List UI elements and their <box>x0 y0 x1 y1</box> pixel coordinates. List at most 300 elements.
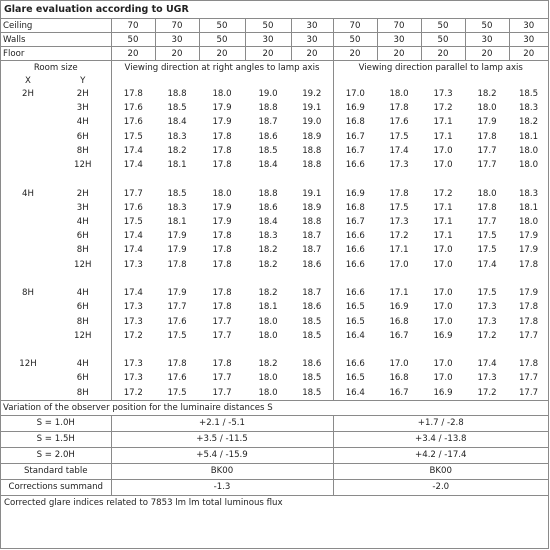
room-size-label: Room size <box>33 63 78 73</box>
ugr-value-cell: 18.1 <box>258 302 278 313</box>
ugr-value-cell: 18.8 <box>302 145 322 156</box>
ugr-value-cell: 16.5 <box>333 300 377 314</box>
ugr-value-cell: 17.0 <box>433 145 453 156</box>
ugr-value-cell: 17.9 <box>167 245 187 256</box>
ceiling-cell: 50 <box>199 19 245 33</box>
ugr-value-cell: 16.9 <box>421 386 465 401</box>
ugr-value-cell: 17.2 <box>111 386 155 401</box>
walls-cell: 50 <box>421 33 465 47</box>
table-row <box>1 87 548 101</box>
ugr-value-cell: 17.4 <box>111 243 155 257</box>
group-spacer <box>1 172 548 186</box>
ugr-value-cell: 17.0 <box>433 245 453 256</box>
room-y-cell: 4H <box>76 117 89 128</box>
ugr-value-cell: 17.7 <box>477 160 497 171</box>
ugr-value-cell: 18.0 <box>258 373 278 384</box>
table-row <box>1 243 548 257</box>
ugr-value-cell: 16.6 <box>333 357 377 371</box>
ugr-value-cell: 18.5 <box>302 373 322 384</box>
room-x-cell <box>1 144 55 158</box>
ugr-value-cell: 18.7 <box>302 231 322 242</box>
ugr-value-cell: 17.4 <box>477 259 497 270</box>
ugr-value-cell: 16.8 <box>333 201 377 215</box>
ugr-value-cell: 18.8 <box>302 160 322 171</box>
ugr-value-cell: 17.8 <box>212 131 232 142</box>
ugr-value-cell: 16.5 <box>333 371 377 385</box>
ugr-value-cell: 17.8 <box>212 288 232 299</box>
variation-right: +3.5 / -11.5 <box>111 431 333 447</box>
ugr-value-cell: 17.0 <box>389 259 409 270</box>
ugr-value-cell: 17.2 <box>433 103 453 114</box>
ugr-value-cell: 17.1 <box>433 216 453 227</box>
variation-row <box>1 415 548 431</box>
floor-cell: 20 <box>199 47 245 61</box>
ugr-value-cell: 17.7 <box>518 373 539 384</box>
standard-table-right: BK00 <box>111 463 333 479</box>
variation-caption-row <box>1 400 548 415</box>
ugr-value-cell: 17.6 <box>111 115 155 129</box>
ugr-value-cell: 19.2 <box>302 89 322 100</box>
ugr-value-cell: 18.8 <box>258 103 278 114</box>
ugr-value-cell: 18.2 <box>258 288 278 299</box>
ugr-value-cell: 18.0 <box>258 330 278 341</box>
ugr-value-cell: 17.5 <box>167 330 187 341</box>
floor-cell: 20 <box>245 47 291 61</box>
ceiling-label: Ceiling <box>1 19 111 33</box>
room-x-cell <box>1 130 55 144</box>
ugr-value-cell: 17.0 <box>433 259 453 270</box>
walls-cell: 30 <box>377 33 421 47</box>
room-x-cell <box>1 257 55 271</box>
corrections-parallel: -2.0 <box>333 479 548 495</box>
ugr-value-cell: 18.3 <box>167 131 187 142</box>
ugr-value-cell: 17.6 <box>111 101 155 115</box>
ugr-value-cell: 17.0 <box>433 288 453 299</box>
table-row <box>1 286 548 300</box>
walls-cell: 30 <box>509 33 548 47</box>
ugr-value-cell: 17.9 <box>167 288 187 299</box>
group-spacer <box>1 272 548 286</box>
ugr-value-cell: 18.8 <box>258 188 278 199</box>
ugr-value-cell: 16.6 <box>333 243 377 257</box>
ugr-value-cell: 17.8 <box>518 359 539 370</box>
variation-parallel: +3.4 / -13.8 <box>333 431 548 447</box>
ugr-value-cell: 17.6 <box>167 316 187 327</box>
variation-label: S = 2.0H <box>1 447 111 463</box>
table-row <box>1 371 548 385</box>
ugr-value-cell: 17.4 <box>477 359 497 370</box>
room-y-cell: 2H <box>76 188 89 199</box>
ugr-value-cell: 17.8 <box>477 131 497 142</box>
ugr-value-cell: 17.6 <box>389 117 409 128</box>
ugr-value-cell: 17.8 <box>212 359 232 370</box>
ugr-value-cell: 18.3 <box>518 103 539 114</box>
walls-row <box>1 33 548 47</box>
ugr-value-cell: 17.0 <box>433 359 453 370</box>
table-row <box>1 201 548 215</box>
ugr-value-cell: 17.0 <box>333 87 377 101</box>
floor-cell: 20 <box>291 47 333 61</box>
ugr-value-cell: 16.6 <box>333 229 377 243</box>
ugr-value-cell: 17.8 <box>212 302 232 313</box>
table-row <box>1 158 548 172</box>
room-x-cell <box>1 201 55 215</box>
ugr-value-cell: 17.8 <box>212 231 232 242</box>
room-y-cell: 6H <box>76 302 89 313</box>
viewing-direction-row <box>1 61 548 76</box>
ugr-value-cell: 18.5 <box>518 89 539 100</box>
ugr-value-cell: 17.3 <box>111 371 155 385</box>
ceiling-cell: 30 <box>291 19 333 33</box>
ugr-value-cell: 17.3 <box>433 89 453 100</box>
variation-right: +5.4 / -15.9 <box>111 447 333 463</box>
ugr-value-cell: 18.7 <box>258 117 278 128</box>
ugr-value-cell: 18.2 <box>258 245 278 256</box>
walls-cell: 50 <box>333 33 377 47</box>
ugr-value-cell: 17.3 <box>111 314 155 328</box>
ugr-value-cell: 17.5 <box>389 131 409 142</box>
ugr-value-cell: 17.7 <box>477 216 497 227</box>
viewing-direction-right: Viewing direction at right angles to lamp axis <box>111 61 333 76</box>
ugr-value-cell: 17.3 <box>477 302 497 313</box>
xy-label-row <box>1 75 548 87</box>
variation-label: S = 1.0H <box>1 415 111 431</box>
ugr-value-cell: 17.8 <box>518 259 539 270</box>
ugr-value-cell: 17.7 <box>167 302 187 313</box>
variation-parallel: +1.7 / -2.8 <box>333 415 548 431</box>
floor-cell: 20 <box>421 47 465 61</box>
floor-cell: 20 <box>111 47 155 61</box>
ugr-value-cell: 17.2 <box>433 188 453 199</box>
walls-cell: 30 <box>245 33 291 47</box>
ugr-value-cell: 18.8 <box>302 216 322 227</box>
ugr-value-cell: 17.7 <box>212 316 232 327</box>
ugr-value-cell: 17.8 <box>212 245 232 256</box>
ugr-value-cell: 19.0 <box>302 117 322 128</box>
ugr-value-cell: 17.5 <box>477 231 497 242</box>
table-row <box>1 101 548 115</box>
ugr-value-cell: 17.9 <box>518 245 539 256</box>
room-y-cell: 12H <box>74 259 92 270</box>
ceiling-cell: 50 <box>245 19 291 33</box>
ugr-value-cell: 17.7 <box>111 187 155 201</box>
floor-cell: 20 <box>333 47 377 61</box>
ugr-value-cell: 17.7 <box>212 330 232 341</box>
ugr-value-cell: 17.2 <box>477 330 497 341</box>
ugr-value-cell: 17.5 <box>111 130 155 144</box>
ugr-value-cell: 17.5 <box>155 386 199 401</box>
blank-cell <box>111 75 333 87</box>
ugr-value-cell: 17.8 <box>167 259 187 270</box>
ceiling-cell: 70 <box>155 19 199 33</box>
table-row <box>1 130 548 144</box>
room-x-cell: 8H <box>22 288 34 299</box>
room-y-cell: 12H <box>74 330 92 341</box>
table-row <box>1 300 548 314</box>
ugr-value-cell: 17.8 <box>212 259 232 270</box>
ugr-value-cell: 17.5 <box>111 215 155 229</box>
viewing-direction-parallel: Viewing direction parallel to lamp axis <box>333 61 548 76</box>
ugr-value-cell: 18.5 <box>167 103 187 114</box>
ugr-value-cell: 18.2 <box>258 259 278 270</box>
ugr-value-cell: 17.8 <box>212 145 232 156</box>
ugr-value-cell: 19.1 <box>302 188 322 199</box>
room-y-cell: 8H <box>76 145 89 156</box>
room-y-cell: 8H <box>76 316 89 327</box>
ugr-value-cell: 17.6 <box>111 201 155 215</box>
walls-cell: 30 <box>465 33 509 47</box>
ugr-value-cell: 18.0 <box>258 316 278 327</box>
ugr-value-cell: 16.4 <box>333 329 377 343</box>
ugr-value-cell: 17.9 <box>477 117 497 128</box>
floor-row <box>1 47 548 61</box>
x-label: X <box>25 76 31 86</box>
variation-label: S = 1.5H <box>1 431 111 447</box>
ugr-value-cell: 17.9 <box>518 288 539 299</box>
ugr-value-cell: 17.8 <box>389 103 409 114</box>
room-y-cell: 8H <box>76 245 89 256</box>
ugr-value-cell: 16.9 <box>333 187 377 201</box>
footnote: Corrected glare indices related to 7853 lm lm total luminous flux <box>4 497 283 508</box>
ugr-value-cell: 18.4 <box>258 216 278 227</box>
ugr-value-cell: 18.7 <box>302 288 322 299</box>
ugr-value-cell: 17.9 <box>167 231 187 242</box>
table-row <box>1 229 548 243</box>
ugr-value-cell: 17.6 <box>167 373 187 384</box>
room-x-cell <box>1 101 55 115</box>
corrections-label: Corrections summand <box>1 479 111 495</box>
room-x-cell: 4H <box>22 188 34 199</box>
ugr-value-cell: 17.0 <box>433 160 453 171</box>
ugr-table <box>1 19 548 496</box>
walls-cell: 50 <box>199 33 245 47</box>
ugr-value-cell: 18.5 <box>167 188 187 199</box>
ugr-value-cell: 18.0 <box>477 103 497 114</box>
ugr-value-cell: 17.3 <box>111 300 155 314</box>
ugr-value-cell: 16.7 <box>377 386 421 401</box>
ugr-value-cell: 17.3 <box>111 357 155 371</box>
corrections-right: -1.3 <box>111 479 333 495</box>
floor-cell: 20 <box>155 47 199 61</box>
room-y-cell: 12H <box>74 160 92 171</box>
standard-table-parallel: BK00 <box>333 463 548 479</box>
ugr-value-cell: 17.7 <box>509 386 548 401</box>
table-row <box>1 386 548 401</box>
ugr-value-cell: 17.1 <box>433 202 453 213</box>
ugr-value-cell: 18.2 <box>518 117 539 128</box>
ceiling-cell: 50 <box>421 19 465 33</box>
room-x-cell <box>1 215 55 229</box>
table-row <box>1 329 548 343</box>
ugr-value-cell: 18.2 <box>477 89 497 100</box>
room-y-cell: 2H <box>76 89 89 100</box>
ugr-value-cell: 17.3 <box>477 373 497 384</box>
ugr-value-cell: 17.2 <box>465 386 509 401</box>
variation-right: +2.1 / -5.1 <box>111 415 333 431</box>
floor-cell: 20 <box>377 47 421 61</box>
ugr-value-cell: 17.5 <box>477 245 497 256</box>
room-y-cell: 4H <box>76 288 89 299</box>
ugr-value-cell: 18.5 <box>291 386 333 401</box>
ugr-value-cell: 17.5 <box>389 202 409 213</box>
group-spacer <box>1 343 548 357</box>
ugr-value-cell: 17.8 <box>167 359 187 370</box>
ugr-value-cell: 18.2 <box>258 359 278 370</box>
ugr-value-cell: 17.4 <box>111 158 155 172</box>
ugr-value-cell: 17.3 <box>389 216 409 227</box>
ugr-value-cell: 17.1 <box>433 131 453 142</box>
ugr-value-cell: 16.7 <box>333 215 377 229</box>
walls-cell: 30 <box>291 33 333 47</box>
walls-cell: 30 <box>155 33 199 47</box>
room-y-cell: 3H <box>76 202 89 213</box>
ugr-value-cell: 17.7 <box>518 330 539 341</box>
ugr-value-cell: 17.0 <box>433 302 453 313</box>
ugr-value-cell: 19.0 <box>258 89 278 100</box>
standard-table-row <box>1 463 548 479</box>
table-row <box>1 314 548 328</box>
ugr-value-cell: 17.0 <box>389 359 409 370</box>
ceiling-cell: 70 <box>333 19 377 33</box>
ugr-value-cell: 17.9 <box>212 117 232 128</box>
ugr-value-cell: 17.4 <box>111 286 155 300</box>
ugr-value-cell: 16.4 <box>333 386 377 401</box>
ugr-value-cell: 17.8 <box>212 160 232 171</box>
floor-cell: 20 <box>465 47 509 61</box>
ugr-value-cell: 16.8 <box>389 316 409 327</box>
room-y-cell: 3H <box>76 103 89 114</box>
room-y-cell: 6H <box>76 373 89 384</box>
y-label: Y <box>80 76 86 86</box>
room-x-cell <box>1 386 55 401</box>
ugr-value-cell: 17.3 <box>389 160 409 171</box>
ugr-value-cell: 17.4 <box>389 145 409 156</box>
ugr-value-cell: 18.7 <box>302 245 322 256</box>
ugr-value-cell: 17.9 <box>212 103 232 114</box>
ugr-value-cell: 16.5 <box>333 314 377 328</box>
ugr-value-cell: 17.7 <box>477 145 497 156</box>
table-row <box>1 187 548 201</box>
ugr-value-cell: 18.8 <box>167 89 187 100</box>
ugr-value-cell: 17.7 <box>212 373 232 384</box>
ugr-value-cell: 17.9 <box>212 202 232 213</box>
ugr-value-cell: 18.0 <box>212 89 232 100</box>
ugr-value-cell: 18.6 <box>302 259 322 270</box>
ugr-value-cell: 18.3 <box>167 202 187 213</box>
ugr-value-cell: 17.5 <box>477 288 497 299</box>
room-x-cell <box>1 300 55 314</box>
table-row <box>1 257 548 271</box>
ugr-value-cell: 18.5 <box>302 316 322 327</box>
ugr-value-cell: 17.8 <box>477 202 497 213</box>
ugr-value-cell: 17.1 <box>389 288 409 299</box>
ugr-value-cell: 16.7 <box>333 144 377 158</box>
ugr-value-cell: 18.0 <box>518 216 539 227</box>
ugr-value-cell: 18.3 <box>518 188 539 199</box>
page-title: Glare evaluation according to UGR <box>1 1 548 19</box>
table-row <box>1 357 548 371</box>
ugr-value-cell: 16.7 <box>389 330 409 341</box>
ugr-value-cell: 17.8 <box>518 302 539 313</box>
ugr-value-cell: 17.1 <box>433 117 453 128</box>
ugr-value-cell: 16.7 <box>333 130 377 144</box>
ugr-value-cell: 18.1 <box>167 216 187 227</box>
ceiling-cell: 30 <box>509 19 548 33</box>
table-row <box>1 215 548 229</box>
ugr-value-cell: 18.9 <box>302 131 322 142</box>
room-x-cell <box>1 115 55 129</box>
room-x-cell <box>1 329 55 343</box>
room-x-cell <box>1 229 55 243</box>
variation-row <box>1 447 548 463</box>
room-y-cell: 6H <box>76 231 89 242</box>
ugr-value-cell: 17.8 <box>389 188 409 199</box>
ugr-value-cell: 18.0 <box>245 386 291 401</box>
ugr-value-cell: 16.9 <box>433 330 453 341</box>
ugr-value-cell: 18.6 <box>302 302 322 313</box>
ceiling-cell: 70 <box>377 19 421 33</box>
ugr-value-cell: 17.4 <box>111 144 155 158</box>
ugr-value-cell: 16.8 <box>333 115 377 129</box>
ugr-value-cell: 17.3 <box>477 316 497 327</box>
ugr-value-cell: 18.6 <box>258 131 278 142</box>
ugr-value-cell: 16.8 <box>389 373 409 384</box>
ugr-value-cell: 17.4 <box>111 229 155 243</box>
ugr-value-cell: 17.0 <box>433 373 453 384</box>
ugr-value-cell: 17.1 <box>389 245 409 256</box>
room-x-cell: 2H <box>22 89 34 100</box>
corrections-row <box>1 479 548 495</box>
ugr-value-cell: 18.6 <box>258 202 278 213</box>
standard-table-label: Standard table <box>1 463 111 479</box>
ugr-value-cell: 18.1 <box>518 131 539 142</box>
ugr-value-cell: 16.6 <box>333 286 377 300</box>
ugr-value-cell: 16.9 <box>333 101 377 115</box>
room-y-cell: 6H <box>76 131 89 142</box>
ugr-value-cell: 17.0 <box>433 316 453 327</box>
variation-caption: Variation of the observer position for the luminaire distances S <box>1 400 548 415</box>
ugr-value-cell: 18.0 <box>518 145 539 156</box>
ugr-value-cell: 17.9 <box>518 231 539 242</box>
ugr-value-cell: 18.3 <box>258 231 278 242</box>
ugr-value-cell: 17.2 <box>111 329 155 343</box>
ugr-value-cell: 18.5 <box>302 330 322 341</box>
ugr-value-cell: 18.0 <box>477 188 497 199</box>
ugr-value-cell: 18.1 <box>167 160 187 171</box>
variation-parallel: +4.2 / -17.4 <box>333 447 548 463</box>
ugr-value-cell: 18.5 <box>258 145 278 156</box>
room-y-cell: 4H <box>76 359 89 370</box>
room-x-cell: 12H <box>19 359 37 370</box>
ugr-value-cell: 17.2 <box>389 231 409 242</box>
room-y-cell: 4H <box>76 216 89 227</box>
walls-label: Walls <box>1 33 111 47</box>
ugr-value-cell: 19.1 <box>302 103 322 114</box>
ugr-value-cell: 18.9 <box>302 202 322 213</box>
ugr-value-cell: 18.0 <box>518 160 539 171</box>
ceiling-cell: 70 <box>111 19 155 33</box>
room-x-cell <box>1 158 55 172</box>
blank-cell <box>333 75 548 87</box>
variation-row <box>1 431 548 447</box>
ugr-value-cell: 18.0 <box>389 89 409 100</box>
ugr-value-cell: 17.9 <box>212 216 232 227</box>
room-x-cell <box>1 314 55 328</box>
ugr-value-cell: 18.4 <box>167 117 187 128</box>
ugr-value-cell: 16.6 <box>333 257 377 271</box>
ugr-value-cell: 18.2 <box>167 145 187 156</box>
ugr-value-cell: 17.8 <box>518 316 539 327</box>
